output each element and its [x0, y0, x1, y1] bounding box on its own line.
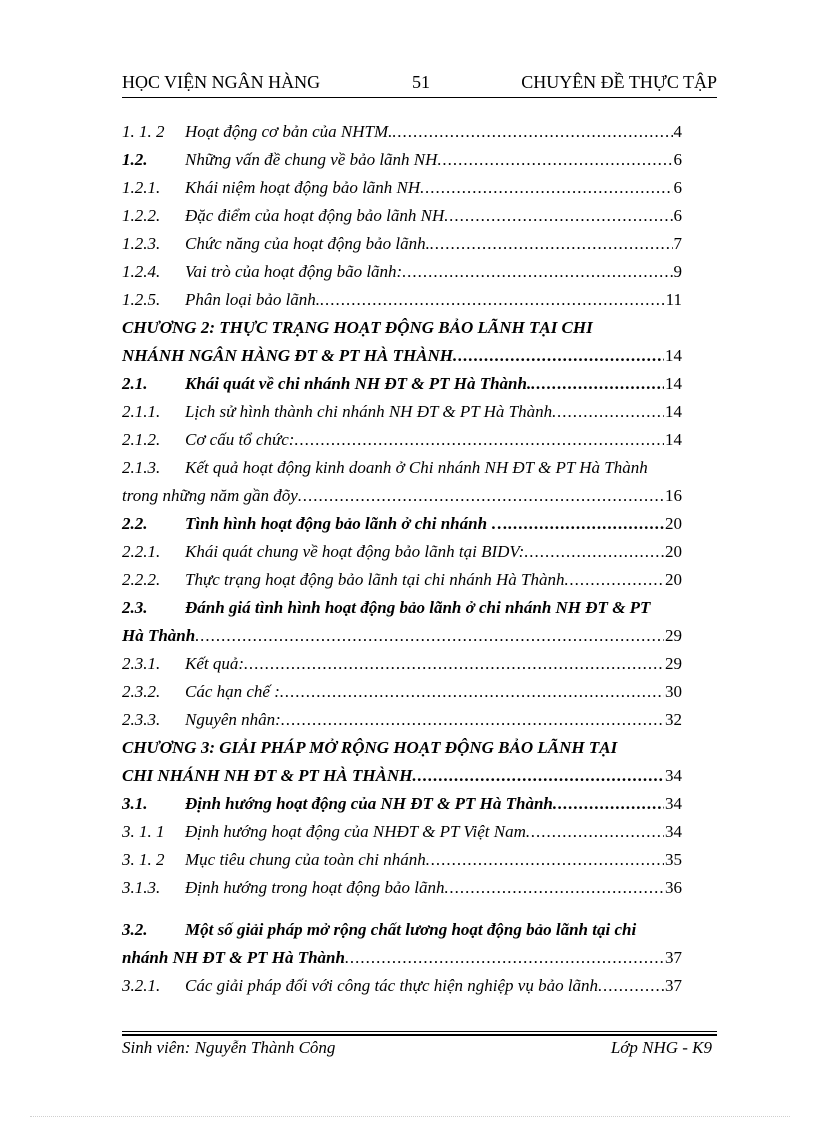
- toc-entry-cont: [122, 944, 682, 972]
- toc-page: 37: [665, 976, 682, 995]
- toc-page: 29: [665, 626, 682, 645]
- toc-number: 2.2.2.: [122, 570, 161, 589]
- toc-number: 1.2.4.: [122, 262, 161, 281]
- toc-entry: [122, 230, 682, 258]
- toc-number: 1. 1. 2: [122, 122, 165, 141]
- toc-number: 3. 1. 2: [122, 850, 165, 869]
- toc-chapter-title: CHƯƠNG 3: GIẢI PHÁP MỞ RỘNG HOẠT ĐỘNG BẢO LÃNH TẠI: [122, 738, 618, 757]
- toc-title: Một số giải pháp mở rộng chất lương hoạt động bảo lãnh tại chi: [185, 920, 637, 939]
- toc-page: 14: [665, 402, 682, 421]
- footer-class: Lớp NHG - K9: [610, 1038, 712, 1057]
- toc-number: 3.2.1.: [122, 976, 161, 995]
- toc-title: Hoạt động cơ bản của NHTM.: [185, 122, 393, 141]
- toc-entry: [122, 594, 682, 622]
- toc-entry: [122, 202, 682, 230]
- toc-page: 20: [665, 570, 682, 589]
- toc-number: 3.2.: [122, 920, 148, 939]
- toc-page: 34: [665, 794, 682, 813]
- toc-entry-cont: [122, 482, 682, 510]
- toc-title: Cơ cấu tổ chức:: [185, 430, 295, 449]
- toc-page: 35: [665, 850, 682, 869]
- page-header: [122, 70, 717, 96]
- toc-page: 36: [665, 878, 682, 897]
- toc-page: 4: [673, 122, 682, 141]
- toc-title: Khái quát chung về hoạt động bảo lãnh tại BIDV:: [185, 542, 525, 561]
- toc-chapter-heading: [122, 314, 682, 342]
- toc-page: 37: [665, 948, 682, 967]
- toc-chapter-heading-cont: [122, 762, 682, 790]
- toc-entry: [122, 846, 682, 874]
- toc-chapter-heading-cont: [122, 342, 682, 370]
- toc-title: Kết quả:: [185, 654, 245, 673]
- toc-number: 3. 1. 1: [122, 822, 165, 841]
- toc-number: 2.3.1.: [122, 654, 161, 673]
- toc-title: Khái niệm hoạt động bảo lãnh NH: [185, 178, 421, 197]
- toc-entry: [122, 650, 682, 678]
- toc-number: 2.3.3.: [122, 710, 161, 729]
- toc-page: 14: [665, 374, 682, 393]
- toc-page: 20: [665, 542, 682, 561]
- toc-title: Định hướng trong hoạt động bảo lãnh: [185, 878, 445, 897]
- toc-title: Tình hình hoạt động bảo lãnh ở chi nhánh …: [185, 514, 509, 533]
- toc-page: 9: [673, 262, 682, 281]
- toc-title: Chức năng của hoạt động bảo lãnh.: [185, 234, 430, 253]
- toc-title: Nguyên nhân:: [185, 710, 281, 729]
- toc-title: Khái quát về chi nhánh NH ĐT & PT Hà Thành.: [185, 374, 532, 393]
- toc-entry: [122, 174, 682, 202]
- toc-number: 2.1.3.: [122, 458, 161, 477]
- toc-page: 6: [673, 150, 682, 169]
- toc-entry: [122, 706, 682, 734]
- toc-title: Các giải pháp đối với công tác thực hiện nghiệp vụ bảo lãnh: [185, 976, 599, 995]
- toc-title-cont: trong những năm gần đõy: [122, 486, 298, 505]
- toc-title: Đánh giá tình hình hoạt động bảo lãnh ở chi nhánh NH ĐT & PT: [185, 598, 651, 617]
- toc-entry: [122, 538, 682, 566]
- toc-entry: [122, 454, 682, 482]
- toc-number: 1.2.3.: [122, 234, 161, 253]
- header-divider: [122, 97, 717, 98]
- toc-entry: [122, 370, 682, 398]
- toc-page: 11: [665, 290, 682, 309]
- toc-page: 34: [665, 766, 682, 785]
- toc-entry: [122, 258, 682, 286]
- toc-entry: [122, 566, 682, 594]
- toc-chapter-title: CHƯƠNG 2: THỰC TRẠNG HOẠT ĐỘNG BẢO LÃNH TẠI CHI: [122, 318, 593, 337]
- toc-page: 30: [665, 682, 682, 701]
- toc-title: Các hạn chế :: [185, 682, 280, 701]
- toc-title: Phân loại bảo lãnh.: [185, 290, 321, 309]
- toc-entry-cont: [122, 622, 682, 650]
- toc-title: Những vấn đề chung về bảo lãnh NH: [185, 150, 438, 169]
- toc-title: Đặc điểm của hoạt động bảo lãnh NH: [185, 206, 445, 225]
- toc-number: 2.1.2.: [122, 430, 161, 449]
- toc-chapter-heading: [122, 734, 682, 762]
- toc-entry: [122, 510, 682, 538]
- toc-number: 2.1.: [122, 374, 148, 393]
- toc-number: 2.2.1.: [122, 542, 161, 561]
- page-bottom-border: [30, 1116, 790, 1117]
- toc-number: 2.2.: [122, 514, 148, 533]
- footer-divider-thick: [122, 1034, 717, 1036]
- toc-entry: [122, 818, 682, 846]
- toc-page: 6: [673, 178, 682, 197]
- toc-page: 16: [665, 486, 682, 505]
- toc-number: 1.2.5.: [122, 290, 161, 309]
- toc-entry: [122, 426, 682, 454]
- toc-entry: [122, 678, 682, 706]
- header-title: CHUYÊN ĐỀ THỰC TẬP: [521, 72, 717, 92]
- toc-number: 3.1.3.: [122, 878, 161, 897]
- toc-page: 20: [665, 514, 682, 533]
- toc-entry: [122, 286, 682, 314]
- toc-page: 29: [665, 654, 682, 673]
- toc-entry: [122, 398, 682, 426]
- toc-title-cont: Hà Thành: [122, 626, 196, 645]
- toc-title: Kết quả hoạt động kinh doanh ở Chi nhánh NH ĐT & PT Hà Thành: [185, 458, 648, 477]
- toc-title-cont: nhánh NH ĐT & PT Hà Thành: [122, 948, 345, 967]
- toc-page: 7: [673, 234, 682, 253]
- toc-number: 3.1.: [122, 794, 148, 813]
- toc-entry: [122, 790, 682, 818]
- header-page-number: 51: [412, 72, 430, 92]
- toc-page: 6: [673, 206, 682, 225]
- toc-page: 34: [665, 822, 682, 841]
- toc-number: 2.3.: [122, 598, 148, 617]
- toc-chapter-title-cont: CHI NHÁNH NH ĐT & PT HÀ THÀNH: [122, 766, 413, 785]
- toc-number: 2.1.1.: [122, 402, 161, 421]
- toc-entry: [122, 874, 682, 902]
- toc-number: 1.2.: [122, 150, 148, 169]
- toc-title: Định hướng hoạt động của NH ĐT & PT Hà Thành: [185, 794, 553, 813]
- toc-title: Định hướng hoạt động của NHĐT & PT Việt Nam: [185, 822, 526, 841]
- table-of-contents: [122, 118, 682, 1000]
- toc-page: 14: [665, 430, 682, 449]
- footer-student: Sinh viên: Nguyễn Thành Công: [122, 1038, 336, 1057]
- toc-number: 2.3.2.: [122, 682, 161, 701]
- toc-entry: [122, 118, 682, 146]
- header-institution: HỌC VIỆN NGÂN HÀNG: [122, 72, 321, 92]
- toc-title: Vai trò của hoạt động bão lãnh:: [185, 262, 403, 281]
- toc-title: Thực trạng hoạt động bảo lãnh tại chi nhánh Hà Thành: [185, 570, 565, 589]
- toc-page: 32: [665, 710, 682, 729]
- toc-entry: [122, 146, 682, 174]
- toc-number: 1.2.1.: [122, 178, 161, 197]
- toc-entry: [122, 972, 682, 1000]
- toc-title: Lịch sử hình thành chi nhánh NH ĐT & PT Hà Thành: [185, 402, 553, 421]
- toc-page: 14: [665, 346, 682, 365]
- toc-entry: [122, 916, 682, 944]
- toc-number: 1.2.2.: [122, 206, 161, 225]
- toc-chapter-title-cont: NHÁNH NGÂN HÀNG ĐT & PT HÀ THÀNH: [122, 346, 454, 365]
- toc-title: Mục tiêu chung của toàn chi nhánh: [185, 850, 426, 869]
- footer-divider-thin: [122, 1031, 717, 1032]
